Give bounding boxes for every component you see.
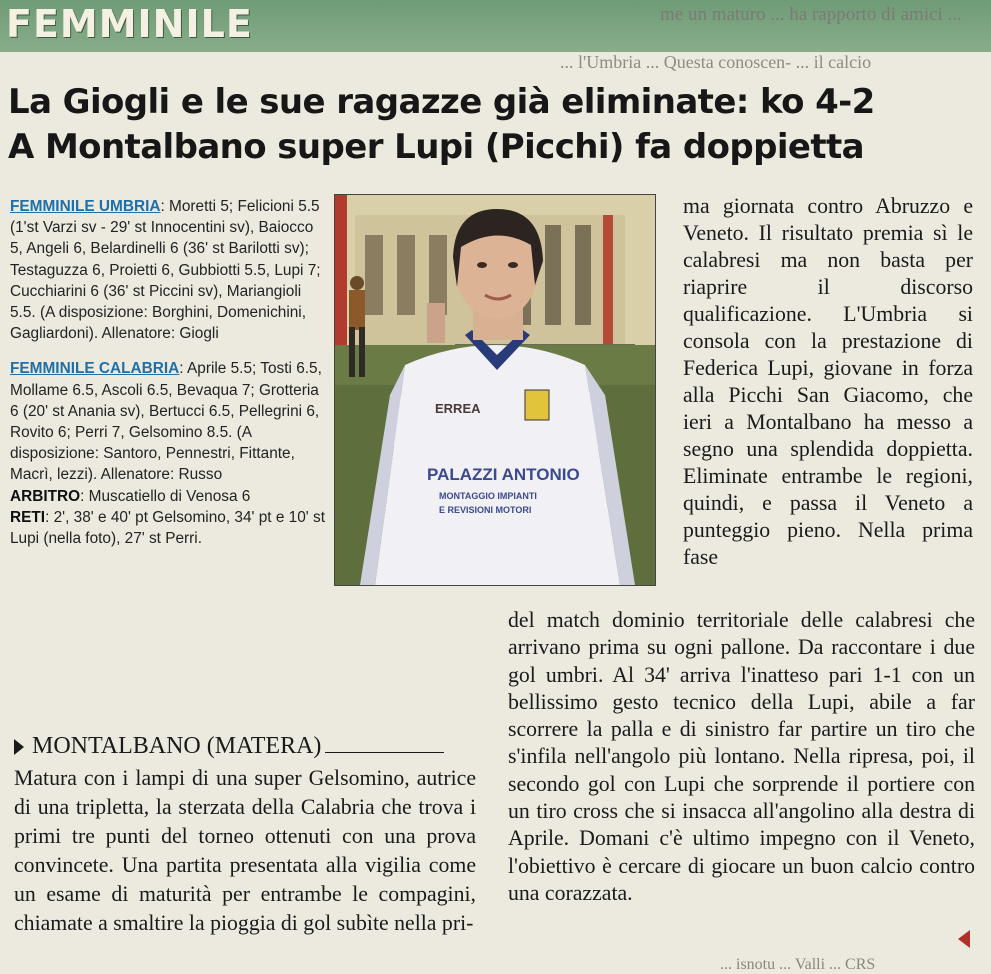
article-body-right-column: ma giornata contro Abruzzo e Veneto. Il risultato premia sì le calabresi ma non basta per riaprire il discorso qualificazione. L'Umbria si consola con la prestazione di Federica Lupi, giovane in forza alla Picchi San Giacomo, che ieri a Montalbano ha messo a segno una splendida doppietta. Eliminate entrambe le regioni, quindi, e passa il Veneto a punteggio pieno. Nella prima fase (683, 194, 973, 569)
headline-line-2: A Montalbano super Lupi (Picchi) fa doppietta (8, 127, 864, 167)
referee-label: ARBITRO (10, 487, 81, 505)
dateline-text: MONTALBANO (MATERA) (32, 733, 322, 759)
dateline-rule (325, 752, 444, 753)
shirt-sponsor-line-3: E REVISIONI MOTORI (439, 505, 532, 515)
svg-text:ERREA: ERREA (435, 401, 481, 416)
player-photo (334, 194, 656, 586)
bleed-through-text-footer: ... isnotu ... Valli ... CRS (720, 956, 876, 973)
lineup-umbria (10, 196, 325, 344)
end-of-article-icon (958, 930, 970, 948)
referee-text: : Muscatiello di Venosa 6 (80, 487, 251, 505)
shirt-sponsor-line-2: MONTAGGIO IMPIANTI (439, 491, 537, 501)
lineup-calabria-text: : Aprile 5.5; Tosti 6.5, Mollame 6.5, Ascoli 6.5, Bevaqua 7; Grotteria 6 (20' st Anania sv), Bertucci 6.5, Pellegrini 6, Rovito 6; Perri 7, Gelsomino 8.5. (A disposizione: Santoro, Pennestri, Fittante, Macrì, lezzi). Allenatore: Russo (10, 360, 322, 484)
team-label-umbria: FEMMINILE UMBRIA (10, 198, 161, 215)
bleed-through-text: me un maturo ... ha rapporto di amici ... (660, 4, 962, 25)
lineup-calabria (10, 358, 325, 549)
lineups-box (10, 196, 325, 549)
bleed-through-text-upper: ... l'Umbria ... Questa conoscen- ... il calcio (560, 52, 872, 72)
headline-line-1: La Giogli e le sue ragazze già eliminate: ko 4-2 (8, 82, 875, 122)
headline (8, 80, 983, 170)
team-label-calabria: FEMMINILE CALABRIA (10, 360, 180, 378)
article-body-left-column: Matura con i lampi di una super Gelsomino, autrice di una tripletta, la sterzata della Calabria che trova i primi tre punti del torneo ottenuti con una prova convincete. Una partita presentata alla vigilia come un esame di maturità per entrambe le compagini, chiamate a smaltire la pioggia di gol subìte nella pri- (14, 766, 476, 935)
dateline (14, 733, 444, 760)
shirt-sponsor-text: PALAZZI ANTONIO (427, 465, 580, 484)
dateline-arrow-icon (14, 739, 24, 755)
goals-text: : 2', 38' e 40' pt Gelsomino, 34' pt e 10' st Lupi (nella foto), 27' st Perri. (10, 508, 325, 548)
section-label: FEMMINILE (6, 2, 253, 46)
lineup-umbria-text: : Moretti 5; Felicioni 5.5 (1'st Varzi sv - 29' st Innocentini sv), Baiocco 5, Angeli 6, Belardinelli 6 (36' st Barilotti sv); Testaguzza 6, Proietti 6, Gubbiotti 5.5, Lupi 7; Cucchiarini 6 (36' st Piccini sv), Mariangioli 5.5. (A disposizione: Borghini, Domenichini, Gagliardoni). Allenatore: Giogli (10, 198, 321, 343)
article-body-lower-right: del match dominio territoriale delle calabresi che arrivano prima su ogni pallone. Da raccontare i due gol umbri. Al 34' arriva l'inatteso pari 1-1 con un bellissimo gesto tecnico della Lupi, abile a far scorrere la palla e di sinistro far partire un tiro che s'infila nell'angolo più lontano. Nella ripresa, poi, il secondo gol con Lupi che sorprende il portiere con un tiro cross che si insacca all'angolino alla destra di Aprile. Domani c'è ultimo impegno con il Veneto, l'obiettivo è cercare di giocare un buon calcio contro una corazzata. (508, 608, 975, 905)
goals-label: RETI (10, 508, 46, 526)
